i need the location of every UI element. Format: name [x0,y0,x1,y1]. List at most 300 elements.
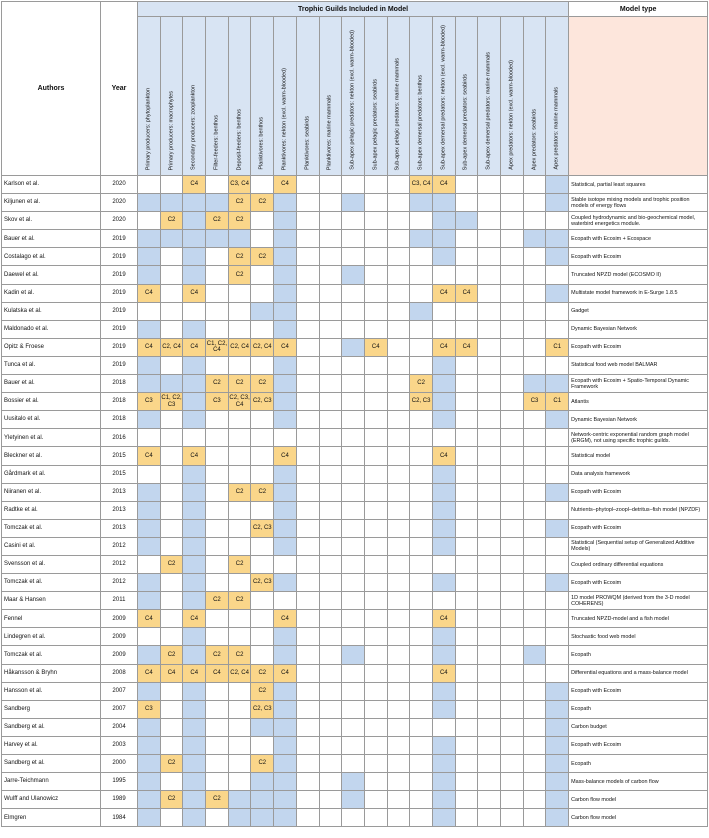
author-cell: Hansson et al. [2,682,101,700]
year-cell: 2012 [101,574,138,592]
guild-cell [206,718,229,736]
guild-cell [251,736,274,754]
guild-cell [478,212,501,230]
guild-cell [138,736,161,754]
guild-cell [228,791,251,809]
guild-cell [455,773,478,791]
table-row [2,320,708,338]
guild-cell [228,628,251,646]
guild-cell: C2 [228,266,251,284]
guild-cell: C2 [251,755,274,773]
guild-cell [296,501,319,519]
guild-cell: C2 [160,212,183,230]
guild-cell [523,356,546,374]
guild-cell [138,266,161,284]
author-cell: Fennel [2,610,101,628]
guild-cell: C2, C4 [228,338,251,356]
guild-cell [296,429,319,447]
guild-cell [296,718,319,736]
model-type-header-fill [569,17,708,176]
author-cell: Tomczak et al. [2,574,101,592]
guild-cell [387,320,410,338]
guild-cell [319,555,342,573]
guild-cell [296,194,319,212]
guild-cell [410,429,433,447]
guild-cell [364,628,387,646]
guild-cell [501,519,524,537]
guild-cell [546,574,569,592]
guild-cell [296,375,319,393]
author-cell: Bauer et al. [2,230,101,248]
guild-cell [342,501,365,519]
year-cell: 2007 [101,700,138,718]
guild-cell [432,501,455,519]
table-row [2,809,708,827]
guild-cell [478,555,501,573]
guild-cell [183,411,206,429]
guild-cell [387,700,410,718]
year-cell: 2019 [101,230,138,248]
guild-cell [523,375,546,393]
guild-cell [274,755,297,773]
guild-cell [342,664,365,682]
guild-cell [274,483,297,501]
guild-cell [523,646,546,664]
guild-cell [206,429,229,447]
guild-cell [546,755,569,773]
table-row [2,375,708,393]
guild-header: Primary producers: phytoplankton [138,17,161,176]
guild-cell [387,302,410,320]
guild-cell [478,284,501,302]
guild-cell [478,320,501,338]
guild-cell: C2, C3, C4 [228,393,251,411]
guild-cell [478,574,501,592]
guild-cell [432,411,455,429]
guild-cell [455,194,478,212]
author-cell: Kadin et al. [2,284,101,302]
guild-cell [410,664,433,682]
guild-cell [523,537,546,555]
table-row [2,755,708,773]
guild-cell [251,212,274,230]
guild-cell [501,411,524,429]
guild-cell [251,809,274,827]
guild-cell [319,791,342,809]
guild-cell [183,755,206,773]
guild-cell [206,194,229,212]
guild-cell [546,718,569,736]
guild-cell [455,230,478,248]
table-row [2,356,708,374]
guild-cell: C2 [228,555,251,573]
guild-cell [432,791,455,809]
authors-header: Authors [2,2,101,176]
guild-cell: C4 [138,338,161,356]
guild-cell [478,393,501,411]
guild-cell [342,809,365,827]
guild-cell [160,483,183,501]
guild-header: Apex predators: seabirds [523,17,546,176]
table-row [2,338,708,356]
guild-cell [523,501,546,519]
guild-cell [251,791,274,809]
guild-cell [387,176,410,194]
guild-cell [183,230,206,248]
guild-cell: C2, C3 [251,574,274,592]
guild-cell: C3 [206,393,229,411]
guild-cell [228,320,251,338]
guild-cell [501,574,524,592]
guild-cell [364,773,387,791]
guild-cell: C2 [206,375,229,393]
model-type-cell: Ecopath with Ecosim [569,574,708,592]
guild-cell [364,700,387,718]
guild-cell [274,393,297,411]
guild-cell [319,755,342,773]
guild-cell [183,628,206,646]
guild-cell: C4 [183,338,206,356]
guild-cell [183,501,206,519]
table-row [2,628,708,646]
guild-cell [138,356,161,374]
guild-cell [296,755,319,773]
guild-cell [342,393,365,411]
guild-cell [364,664,387,682]
guild-cell [523,266,546,284]
guild-cell [138,302,161,320]
guild-header: Planktivores: marine mammals [319,17,342,176]
guild-cell [501,302,524,320]
guild-cell [296,682,319,700]
author-cell: Elmgren [2,809,101,827]
guild-cell [319,284,342,302]
author-cell: Opitz & Froese [2,338,101,356]
guild-cell [296,248,319,266]
guild-cell [319,248,342,266]
table-row [2,555,708,573]
guild-cell [387,755,410,773]
guild-cell [455,537,478,555]
year-cell: 2003 [101,736,138,754]
guild-cell [478,592,501,610]
guild-cell: C4 [274,338,297,356]
author-cell: Radtke et al. [2,501,101,519]
guild-cell [342,555,365,573]
guild-cell [523,736,546,754]
guild-cell [501,537,524,555]
guild-cell [501,356,524,374]
guild-cell [206,519,229,537]
guild-cell [274,284,297,302]
author-cell: Sandberg et al. [2,718,101,736]
year-cell: 2012 [101,537,138,555]
guild-cell: C2 [228,483,251,501]
guild-cell [455,664,478,682]
guild-cell [546,592,569,610]
guild-cell [183,574,206,592]
year-cell: 2008 [101,664,138,682]
author-cell: Kulatska et al. [2,302,101,320]
guild-cell [501,465,524,483]
guild-cell [523,773,546,791]
guild-cell [523,664,546,682]
guild-cell [410,700,433,718]
guild-cell [342,718,365,736]
guild-cell [138,718,161,736]
author-cell: Bauer et al. [2,375,101,393]
guild-cell [455,411,478,429]
guild-cell [432,682,455,700]
guild-cell [387,212,410,230]
guild-cell [501,628,524,646]
guild-cell [455,248,478,266]
guild-cell [364,302,387,320]
guild-cell: C4 [183,664,206,682]
guild-cell [228,755,251,773]
guild-cell [342,176,365,194]
guild-cell [501,266,524,284]
guild-cell [546,537,569,555]
guild-cell [501,320,524,338]
guild-cell [523,574,546,592]
guild-cell [501,393,524,411]
guild-cell [546,176,569,194]
guild-cell [364,212,387,230]
guild-cell [478,664,501,682]
guild-cell [432,809,455,827]
year-cell: 2018 [101,375,138,393]
guild-cell [319,356,342,374]
guild-cell [160,320,183,338]
guild-cell [387,519,410,537]
guild-cell [432,628,455,646]
guild-cell [387,248,410,266]
model-type-cell: Ecopath with Ecosim [569,483,708,501]
guild-cell: C2 [160,555,183,573]
guild-cell: C2 [228,212,251,230]
guild-cell [364,284,387,302]
guild-header: Secondary producers: zooplankton [183,17,206,176]
guild-cell [523,411,546,429]
guild-cell [455,718,478,736]
guild-cell [387,646,410,664]
guild-cell [274,266,297,284]
guild-cell [387,736,410,754]
model-type-cell: Statistical food web model BALMAR [569,356,708,374]
table-row [2,736,708,754]
guild-cell [387,773,410,791]
model-type-cell: Mass-balance models of carbon flow [569,773,708,791]
guild-cell [160,429,183,447]
author-cell: Daewel et al. [2,266,101,284]
guild-header: Apex predators: marine mammals [546,17,569,176]
author-cell: Tomczak et al. [2,519,101,537]
guild-cell [251,320,274,338]
guild-cell: C4 [206,664,229,682]
guild-cell [206,302,229,320]
guild-cell [206,483,229,501]
guild-cell [523,682,546,700]
guild-cell: C4 [364,338,387,356]
model-type-cell: Multistate model framework in E-Surge 1.8.5 [569,284,708,302]
guild-cell [296,483,319,501]
guild-cell [432,736,455,754]
year-cell: 2004 [101,718,138,736]
guild-cell [206,284,229,302]
guild-cell [455,447,478,465]
guild-cell [478,411,501,429]
guild-cell [501,248,524,266]
year-cell: 2007 [101,682,138,700]
guild-cell [364,411,387,429]
model-type-cell: Ecopath with Ecosim + Spatio-Temporal Dynamic Framework [569,375,708,393]
guild-cell [546,429,569,447]
guild-cell [138,574,161,592]
guild-cell [478,755,501,773]
guild-cell: C2 [206,212,229,230]
guild-cell [364,176,387,194]
guild-cell [387,483,410,501]
year-cell: 2012 [101,555,138,573]
guild-cell [183,212,206,230]
guild-cell [478,700,501,718]
guild-cell [228,465,251,483]
guild-cell: C2 [228,375,251,393]
guild-cell [183,465,206,483]
guild-cell [319,736,342,754]
table-row [2,537,708,555]
guild-cell [183,483,206,501]
guild-cell [342,429,365,447]
guild-cell [228,501,251,519]
guild-cell [546,284,569,302]
table-row [2,773,708,791]
guild-cell [206,537,229,555]
guild-cell [160,718,183,736]
guild-cell: C4 [138,610,161,628]
guild-cell [364,682,387,700]
model-type-cell: Gadget [569,302,708,320]
guild-cell [206,700,229,718]
guild-cell [410,248,433,266]
guild-cell [501,375,524,393]
year-cell: 2016 [101,429,138,447]
guild-cell [251,284,274,302]
guild-cell [523,194,546,212]
table-row [2,718,708,736]
guild-cell [546,194,569,212]
table-row [2,646,708,664]
guild-cell [206,682,229,700]
guild-cell [160,537,183,555]
guild-cell [138,519,161,537]
guild-cell [546,664,569,682]
guild-cell [364,610,387,628]
guild-cell [478,646,501,664]
guild-cell [138,320,161,338]
model-type-cell: Coupled hydrodynamic and bio-geochemical model, waterbird energetics module. [569,212,708,230]
guild-cell [160,519,183,537]
guild-cell [206,555,229,573]
guild-cell [251,610,274,628]
guild-cell [455,320,478,338]
model-type-cell: Ecopath with Ecosim [569,248,708,266]
guild-cell [296,791,319,809]
guild-cell [523,791,546,809]
guild-cell [410,628,433,646]
model-type-cell: Stable isotope mixing models and trophic position models of energy flows [569,194,708,212]
guild-cell [138,483,161,501]
guild-cell [183,592,206,610]
guild-cell [478,465,501,483]
guild-cell [501,736,524,754]
guild-cell [501,610,524,628]
guild-header: Planktivores: nekton (excl. warm-blooded) [274,17,297,176]
guild-cell [478,230,501,248]
guild-cell [364,592,387,610]
guild-cell [138,375,161,393]
guild-cell [501,194,524,212]
guild-cell [228,230,251,248]
guild-cell [319,592,342,610]
guild-cell [160,447,183,465]
guild-cell [228,411,251,429]
guild-cell [523,628,546,646]
guild-cell [546,248,569,266]
guild-cell [319,809,342,827]
guild-cell [478,773,501,791]
guild-cell [364,266,387,284]
guild-cell [546,773,569,791]
guild-cell [478,338,501,356]
guild-cell [523,320,546,338]
guild-header: Sub-apex pelagic predators: nekton (excl. warm-blooded) [342,17,365,176]
guild-cell [523,592,546,610]
guild-cell [387,809,410,827]
model-type-cell: Statistical model [569,447,708,465]
guild-cell [160,465,183,483]
model-type-cell: Ecopath [569,755,708,773]
guild-cell [228,736,251,754]
guild-cell [138,212,161,230]
guild-cell [364,736,387,754]
guild-cell: C4 [432,176,455,194]
guild-cell [319,212,342,230]
guild-cell [432,537,455,555]
guild-cell [296,447,319,465]
guild-cell [387,266,410,284]
guild-cell [342,682,365,700]
guild-cell [342,320,365,338]
guild-cell [319,375,342,393]
guild-cell [364,248,387,266]
guild-cell [138,230,161,248]
guild-cell [387,429,410,447]
model-type-cell: Carbon flow model [569,791,708,809]
guild-cell [455,736,478,754]
guild-cell [432,194,455,212]
guild-cell [478,429,501,447]
guild-cell [410,791,433,809]
guild-cell [546,212,569,230]
guild-cell [410,610,433,628]
table-row [2,212,708,230]
guild-cell [455,574,478,592]
guild-cell [319,338,342,356]
model-type-cell: Ecopath with Ecosim [569,736,708,754]
guild-cell [228,809,251,827]
